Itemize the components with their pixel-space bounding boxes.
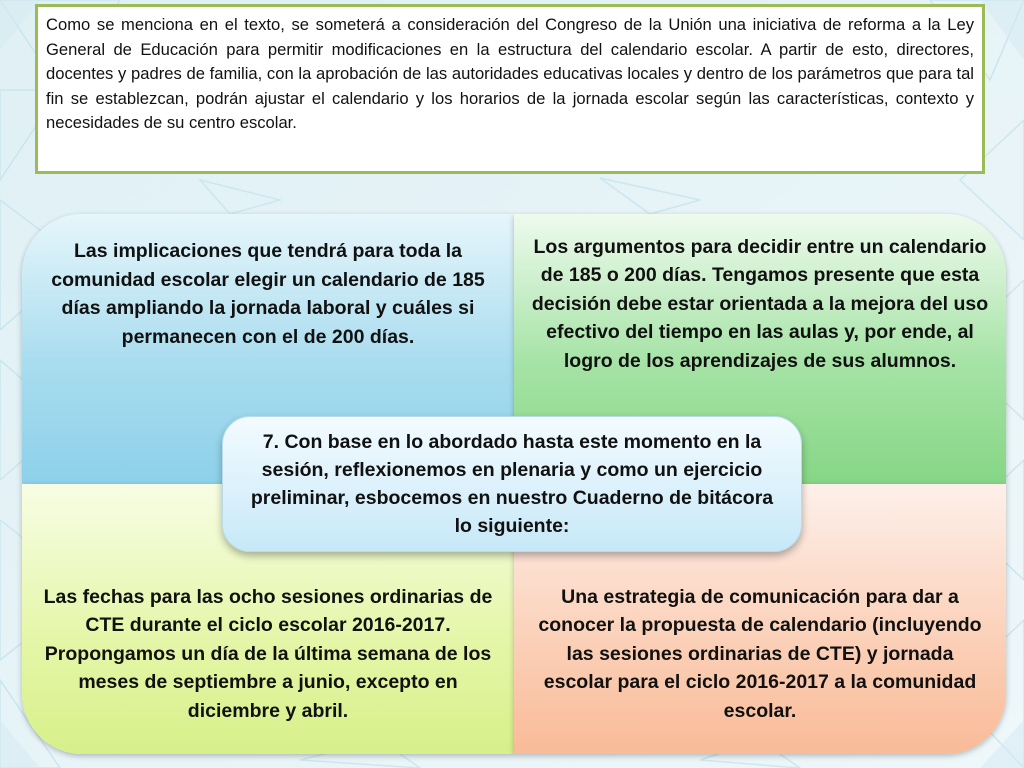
quadrant-top-left-text: Las implicaciones que tendrá para toda la comunidad escolar elegir un calendario de 185 días ampliando la jornada laboral y cuáles si permanecen con el de 200 días. xyxy=(51,240,485,348)
intro-text-box xyxy=(35,4,985,174)
quadrant-top-right-text: Los argumentos para decidir entre un calendario de 185 o 200 días. Tengamos presente que esta decisión debe estar orientada a la mejora del uso efectivo del tiempo en las aulas y, por ende, al logro de los aprendizajes de sus alumnos. xyxy=(531,235,989,372)
quadrant-bottom-right-text: Una estrategia de comunicación para dar a conocer la propuesta de calendario (incluyendo las sesiones ordinarias de CTE) y jornada escolar para el ciclo 2016-2017 a la comunidad escolar. xyxy=(538,585,982,722)
center-question-text: 7. Con base en lo abordado hasta este momento en la sesión, reflexionemos en plenaria y como un ejercicio preliminar, esbocemos en nuestro Cuaderno de bitácora lo siguiente: xyxy=(250,431,774,537)
quadrant-bottom-left-text: Las fechas para las ocho sesiones ordinarias de CTE durante el ciclo escolar 2016-2017. Propongamos un día de la última semana de los meses de septiembre a junio, excepto en diciembre y abril. xyxy=(43,585,493,722)
center-question-box xyxy=(222,416,802,552)
intro-paragraph: Como se menciona en el texto, se someterá a consideración del Congreso de la Unión una iniciativa de reforma a la Ley General de Educación para permitir modificaciones en la estructura del calendario escolar. A partir de esto, directores, docentes y padres de familia, con la aprobación de las autoridades educativas locales y dentro de los parámetros que para tal fin se establezcan, podrán ajustar el calendario y los horarios de la jornada escolar según las características, contexto y necesidades de su centro escolar. xyxy=(46,15,974,132)
